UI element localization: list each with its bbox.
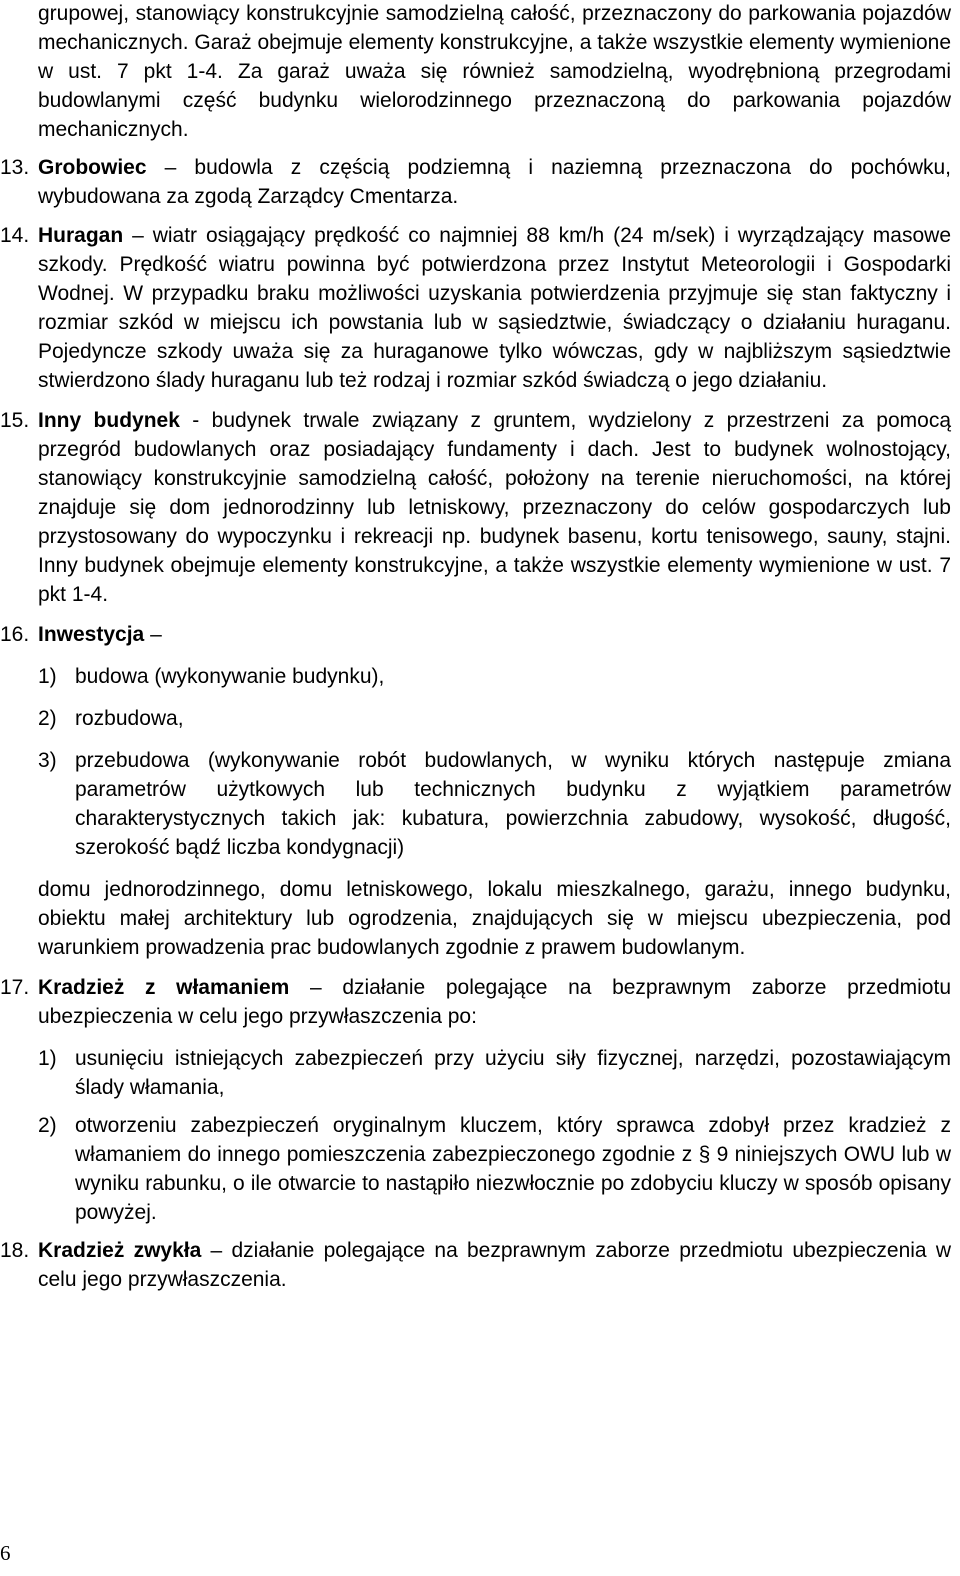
sub-item-text: budowa (wykonywanie budynku), bbox=[75, 665, 385, 688]
item-body bbox=[38, 973, 951, 1031]
item-body bbox=[38, 1236, 951, 1294]
definition-item-17 bbox=[0, 973, 951, 1031]
definition-item-13 bbox=[0, 153, 951, 211]
sub-item-text: rozbudowa, bbox=[75, 707, 184, 730]
term: Inny budynek bbox=[38, 409, 180, 432]
sub-item-text: usunięciu istniejących zabezpieczeń przy użyciu siły fizycznej, narzędzi, pozostawiającym ślady włamania, bbox=[75, 1047, 951, 1099]
sub-item bbox=[38, 1044, 951, 1102]
item-body bbox=[38, 153, 951, 211]
item-number: 17. bbox=[0, 976, 30, 999]
definition: - budynek trwale związany z gruntem, wydzielony z przestrzeni za pomocą przegród budowlanych oraz posiadający fundamenty i dach. Jest to budynek wolnostojący, stanowiący konstrukcyjnie samodzielną całość, położony na terenie nieruchomości, na której znajduje się dom jednorodzinny lub letniskowy, przeznaczony do celów gospodarczych lub przystosowany do wypoczynku i rekreacji np. budynek basenu, kortu tenisowego, sauny, stajni. Inny budynek obejmuje elementy konstrukcyjne, a także wszystkie elementy wymienione w ust. 7 pkt 1-4. bbox=[38, 409, 951, 606]
definition: – działanie polegające na bezprawnym zaborze przedmiotu ubezpieczenia w celu jego przywłaszczenia. bbox=[38, 1239, 951, 1291]
term: Grobowiec bbox=[38, 156, 147, 179]
definition-item-14 bbox=[0, 221, 951, 395]
sub-item bbox=[38, 704, 951, 733]
sub-item-number: 1) bbox=[38, 1047, 57, 1070]
definition: – budowla z częścią podziemną i naziemną przeznaczona do pochówku, wybudowana za zgodą Zarządcy Cmentarza. bbox=[38, 156, 951, 208]
sub-item bbox=[38, 1111, 951, 1227]
item-number: 18. bbox=[0, 1239, 30, 1262]
item-number: 15. bbox=[0, 409, 30, 432]
term: Huragan bbox=[38, 224, 124, 247]
page-number: 6 bbox=[0, 1541, 11, 1565]
definition: – bbox=[144, 623, 162, 646]
item-body bbox=[38, 221, 951, 395]
sub-item-number: 3) bbox=[38, 749, 57, 772]
sub-item-text: otworzeniu zabezpieczeń oryginalnym kluczem, który sprawca zdobył przez kradzież z włamaniem do innego pomieszczenia zabezpieczonego zgodnie z § 9 niniejszych OWU lub w wyniku rabunku, o ile otwarcie to nastąpiło niezwłocznie po zdobyciu kluczy w sposób opisany powyżej. bbox=[75, 1114, 951, 1224]
sub-item-number: 2) bbox=[38, 707, 57, 730]
item-number: 13. bbox=[0, 156, 30, 179]
definition: – wiatr osiągający prędkość co najmniej 88 km/h (24 m/sek) i wyrządzający masowe szkody. Prędkość wiatru powinna być potwierdzona przez Instytut Meteorologii i Gospodarki Wodnej. W przypadku braku możliwości uzyskania potwierdzenia przyjmuje się stan faktyczny i rozmiar szkód w miejscu ich powstania lub w sąsiedztwie, świadczący o działaniu huraganu. Pojedyncze szkody uważa się za huraganowe tylko wówczas, gdy w najbliższym sąsiedztwie stwierdzono ślady huraganu lub też rodzaj i rozmiar szkód świadczą o jego działaniu. bbox=[38, 224, 951, 392]
definition-item-18 bbox=[0, 1236, 951, 1294]
term: Inwestycja bbox=[38, 623, 145, 646]
item-number: 14. bbox=[0, 224, 30, 247]
item-body bbox=[38, 620, 951, 649]
sub-item bbox=[38, 662, 951, 691]
item-body bbox=[38, 406, 951, 609]
item-number: 16. bbox=[0, 623, 30, 646]
definition: – działanie polegające na bezprawnym zaborze przedmiotu ubezpieczenia w celu jego przywłaszczenia po: bbox=[38, 976, 951, 1028]
sub-item-number: 1) bbox=[38, 665, 57, 688]
definition-item-16 bbox=[0, 620, 951, 649]
continued-paragraph: grupowej, stanowiący konstrukcyjnie samodzielną całość, przeznaczony do parkowania pojazdów mechanicznych. Garaż obejmuje elementy konstrukcyjne, a także wszystkie elementy wymienione w ust. 7 pkt 1-4. Za garaż uważa się również samodzielną, wyodrębnioną przegrodami budowlanymi część budynku wielorodzinnego przeznaczoną do parkowania pojazdów mechanicznych. bbox=[38, 2, 951, 141]
sub-item-number: 2) bbox=[38, 1114, 57, 1137]
item-16-continuation: domu jednorodzinnego, domu letniskowego, lokalu mieszkalnego, garażu, innego budynku, obiektu małej architektury lub ogrodzenia, znajdujących się w miejscu ubezpieczenia, pod warunkiem prowadzenia prac budowlanych zgodnie z prawem budowlanym. bbox=[38, 878, 951, 959]
definition-item-15 bbox=[0, 406, 951, 609]
sub-item-text: przebudowa (wykonywanie robót budowlanych, w wyniku których następuje zmiana parametrów użytkowych lub technicznych budynku z wyjątkiem parametrów charakterystycznych takich jak: kubatura, powierzchnia zabudowy, wysokość, długość, szerokość bądź liczba kondygnacji) bbox=[75, 749, 951, 859]
sub-item bbox=[38, 746, 951, 862]
term: Kradzież zwykła bbox=[38, 1239, 202, 1262]
term: Kradzież z włamaniem bbox=[38, 976, 290, 999]
